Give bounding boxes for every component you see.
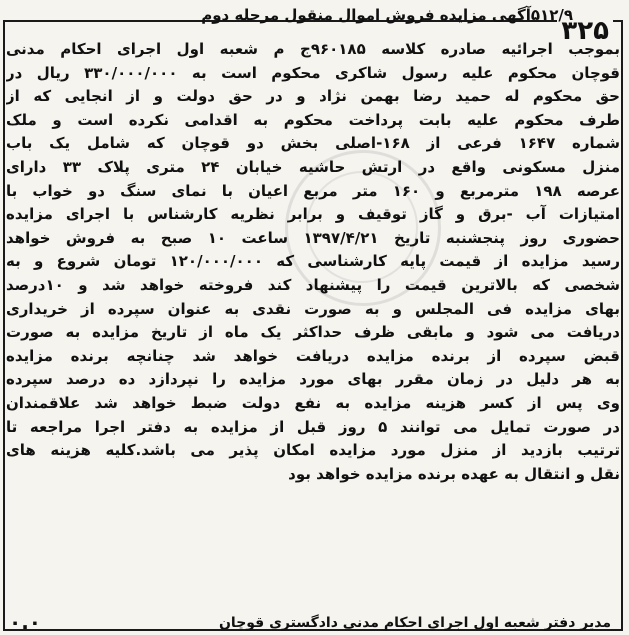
notice-line: حق محکوم له حمید رضا بهمن نژاد و در حق دولت و از انجایی که از xyxy=(6,87,620,106)
notice-number: ۳۲۵ xyxy=(557,16,613,46)
notice-line: ترتیب بازدید از منزل مورد مزایده امکان پذیر می باشد.کلیه هزینه های xyxy=(6,441,620,460)
notice-line: بهای مزایده فی المجلس و به صورت نقدی به عنوان سپرده از خریداری xyxy=(6,299,620,318)
notice-line: شخصی که بالاترین قیمت را پیشنهاد کند فروخته خواهد شد و ۱۰درصد xyxy=(6,275,620,294)
notice-title: ۵۱۲/۹آگهی مزایده فروش اموال منقول مرحله دوم xyxy=(201,6,573,24)
notice-line: در صورت تمایل می توانند ۵ روز قبل از مزایده به دفتر اجرا مراجعه تا xyxy=(6,417,620,436)
notice-line: طرف محکوم علیه بابت پرداخت محکوم به اقدامی نکرده است و ملک xyxy=(6,110,620,129)
notice-line: قبض سپرده از برنده مزایده دریافت خواهد شد چنانچه برنده مزایده xyxy=(6,346,620,365)
notice-line: به هر دلیل در زمان مقرر بهای مورد مزایده را نپردازد ده درصد سپرده xyxy=(6,370,620,389)
notice-body xyxy=(6,38,620,486)
notice-signature: مدیر دفتر شعبه اول اجرای احکام مدنی دادگستری قوچان xyxy=(218,615,611,631)
notice-number-bottom: ۰.۰ xyxy=(9,610,42,634)
notice-line: رسید مزایده از قیمت پایه کارشناسی که ۱۲۰/۰۰۰/۰۰۰ تومان شروع و به xyxy=(6,252,620,271)
notice-line: وی پس از کسر هزینه مزایده به نفع دولت ضبط خواهد شد علاقمندان xyxy=(6,393,620,412)
notice-line: دریافت می شود و مابقی ظرف حداکثر یک ماه از تاریخ مزایده به صورت xyxy=(6,323,620,342)
notice-line: شماره ۱۶۴۷ فرعی از ۱۶۸-اصلی بخش دو قوچان که شامل یک باب xyxy=(6,134,620,153)
notice-line: قوچان محکوم علیه رسول شاکری محکوم است به ۳۳۰/۰۰۰/۰۰۰ ریال در xyxy=(6,63,620,82)
notice-line: امتیازات آب -برق و گاز توقیف و برابر نظریه کارشناس با اجرای مزایده xyxy=(6,205,620,224)
notice-line: منزل مسکونی واقع در ارتش حاشیه خیابان ۲۴ متری پلاک ۳۳ دارای xyxy=(6,157,620,176)
notice-line: بموجب اجرائیه صادره کلاسه ۹۶۰۱۸۵ج م شعبه اول اجرای احکام مدنی xyxy=(6,40,620,58)
notice-line: عرصه ۱۹۸ مترمربع و ۱۶۰ متر مربع اعیان با نمای سنگ دو خواب با xyxy=(6,181,620,200)
notice-line: حضوری روز پنجشنبه تاریخ ۱۳۹۷/۴/۲۱ ساعت ۱۰ صبح به فروش خواهد xyxy=(6,228,620,247)
notice-line-last: نقل و انتقال به عهده برنده مزایده خواهد بود xyxy=(288,464,620,483)
